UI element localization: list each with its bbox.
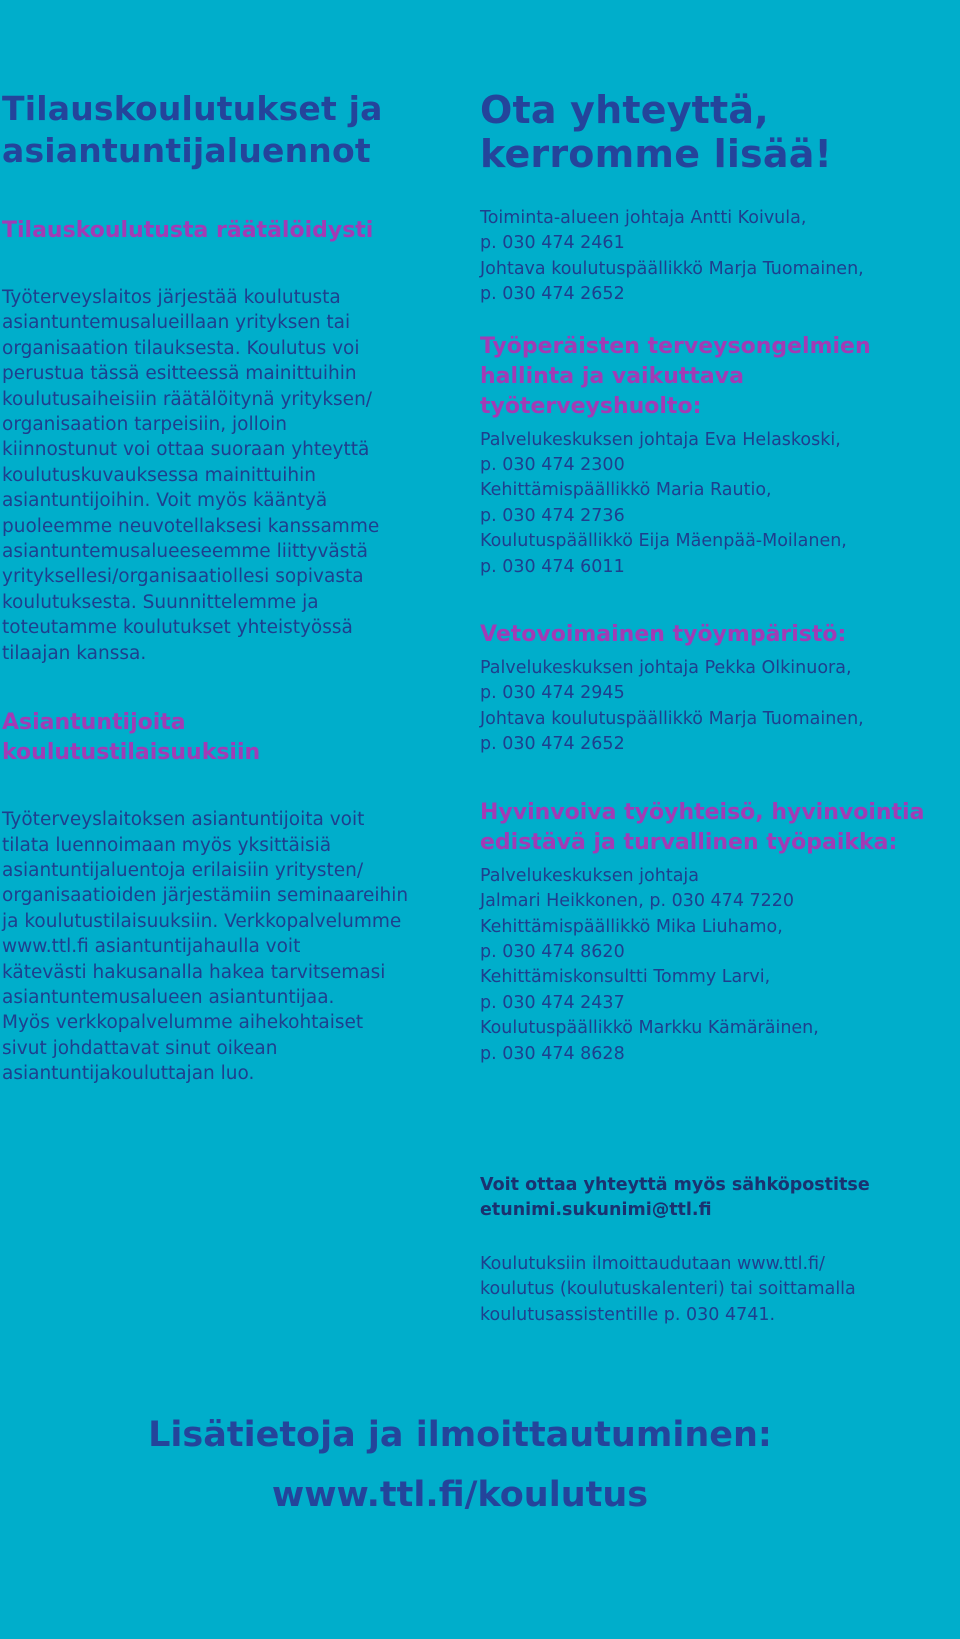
- group-contacts-occupational-health: Palvelukeskuksen johtaja Eva Helaskoski, p. 030 474 2300 Kehittämispäällikkö Maria Rautio, p. 030 474 2736 Koulutuspäällikkö Eija Mäenpää-Moilanen, p. 030 474 6011: [480, 429, 847, 577]
- group-heading-work-environment: Vetovoimainen työympäristö:: [480, 622, 847, 648]
- section-heading-experts: Asiantuntijoita koulutustilaisuuksiin: [2, 710, 261, 766]
- group-heading-occupational-health: Työperäisten terveysongelmien hallinta ja vaikuttava työterveyshuolto:: [480, 333, 871, 419]
- footer-line-info: Lisätietoja ja ilmoittautuminen:: [148, 1415, 772, 1455]
- experts-body: Työterveyslaitoksen asiantuntijoita voit tilata luennoimaan myös yksittäisiä asiantuntijaluentoja erilaisiin yritysten/ organisaatioiden järjestämiin seminaareihin ja koulutustilaisuuksiin. Verkkopalvelumme www.ttl.fi asiantuntijahaulla voit kätevästi hakusanalla hakea tarvitsemasi asiantuntemusalueen asiantuntijaa. Myös verkkopalvelumme aihekohtaiset sivut johdattavat sinut oikean asiantuntijakouluttajan luo.: [2, 809, 409, 1085]
- general-contacts: Toiminta-alueen johtaja Antti Koivula, p. 030 474 2461 Johtava koulutuspäällikkö Marja Tuomainen, p. 030 474 2652: [480, 208, 864, 305]
- right-column: [480, 88, 950, 1328]
- footer-link-url[interactable]: www.ttl.fi/koulutus: [271, 1475, 649, 1515]
- email-note: Voit ottaa yhteyttä myös sähköpostitse etunimi.sukunimi@ttl.fi: [480, 1174, 870, 1221]
- footer-callout: [0, 1405, 920, 1525]
- tailored-training-body: Työterveyslaitos järjestää koulutusta asiantuntemusalueillaan yrityksen tai organisaation tilauksesta. Koulutus voi perustua tässä esitteessä mainittuihin koulutusaiheisiin räätälöitynä yrityksen/ organisaation tarpeisiin, jolloin kiinnostunut voi ottaa suoraan yhteyttä koulutuskuvauksessa mainittuihin asiantuntijoihin. Voit myös kääntyä puoleemme neuvotellaksesi kanssamme asiantuntemusalueeseemme liittyvästä yrityksellesi/organisaatiollesi sopivasta koulutuksesta. Suunnittelemme ja toteutamme koulutukset yhteistyössä tilaajan kanssa.: [2, 287, 380, 664]
- group-heading-wellbeing: Hyvinvoiva työyhteisö, hyvinvointia edistävä ja turvallinen työpaikka:: [480, 799, 925, 855]
- left-title: Tilauskoulutukset ja asiantuntijaluennot: [2, 89, 383, 170]
- right-title: Ota yhteyttä, kerromme lisää!: [480, 88, 833, 176]
- left-column: [2, 88, 442, 1087]
- group-contacts-work-environment: Palvelukeskuksen johtaja Pekka Olkinuora, p. 030 474 2945 Johtava koulutuspäällikkö Marja Tuomainen, p. 030 474 2652: [480, 658, 864, 755]
- group-contacts-wellbeing: Palvelukeskuksen johtaja Jalmari Heikkonen, p. 030 474 7220 Kehittämispäällikkö Mika Liuhamo, p. 030 474 8620 Kehittämiskonsultti Tommy Larvi, p. 030 474 2437 Koulutuspäällikkö Markku Kämäräinen, p. 030 474 8628: [480, 865, 819, 1064]
- section-heading-tailored-training: Tilauskoulutusta räätälöidysti: [2, 218, 374, 243]
- registration-note: Koulutuksiin ilmoittaudutaan www.ttl.fi/ koulutus (koulutuskalenteri) tai soittamalla koulutusassistentille p. 030 4741.: [480, 1253, 856, 1325]
